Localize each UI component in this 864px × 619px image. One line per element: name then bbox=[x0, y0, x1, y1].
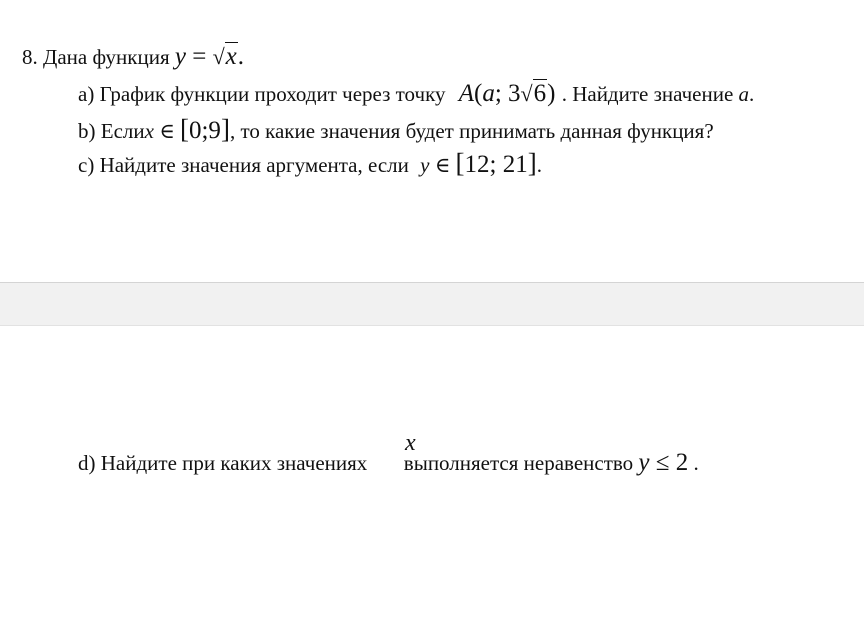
point-formula bbox=[459, 80, 562, 107]
point-open: ( bbox=[474, 80, 483, 107]
part-b-tail: , то какие значения будет принимать данная функция? bbox=[229, 119, 714, 143]
part-c-end: . bbox=[536, 153, 542, 177]
ineq-rest: ≤ 2 bbox=[649, 449, 689, 476]
point-close: ) bbox=[547, 80, 556, 107]
part-d-label: d) Найдите при каких значениях bbox=[78, 451, 368, 475]
problem-header bbox=[22, 44, 244, 69]
intro-text: Дана функция bbox=[43, 45, 170, 69]
point-sep: ; 3 bbox=[494, 80, 521, 107]
part-d bbox=[78, 450, 699, 475]
part-c-in: ∈ bbox=[429, 153, 456, 177]
part-b-open: [ bbox=[179, 114, 189, 144]
part-c-close: ] bbox=[527, 148, 537, 178]
function-formula bbox=[175, 43, 244, 70]
part-c bbox=[78, 150, 542, 177]
function-eq: = bbox=[185, 43, 213, 70]
part-b-interval: 0;9 bbox=[188, 117, 221, 144]
point-name: A bbox=[458, 80, 475, 107]
part-d-end: . bbox=[693, 451, 699, 475]
part-b-in: ∈ bbox=[153, 119, 180, 143]
part-c-interval: 12; 21 bbox=[464, 151, 528, 178]
part-b bbox=[78, 116, 714, 143]
radicand: x bbox=[225, 43, 237, 70]
point-a: a bbox=[482, 80, 495, 107]
part-c-var: y bbox=[420, 153, 430, 177]
part-b-close: ] bbox=[220, 114, 230, 144]
inequality bbox=[638, 449, 688, 476]
part-b-label: b) Если bbox=[78, 119, 145, 143]
point-radicand: 6 bbox=[533, 80, 547, 107]
point-sqrt: √6 bbox=[520, 80, 547, 107]
intro-end: . bbox=[237, 43, 245, 70]
part-c-open: [ bbox=[455, 148, 465, 178]
function-lhs: y bbox=[174, 43, 186, 70]
part-b-var: x bbox=[144, 119, 154, 143]
part-a bbox=[78, 81, 754, 106]
part-d-middle: выполняется неравенство bbox=[403, 451, 634, 475]
sqrt-sign: √x bbox=[212, 43, 237, 70]
part-d-var: x bbox=[405, 430, 416, 456]
part-a-var: a bbox=[738, 82, 750, 106]
ineq-var: y bbox=[638, 449, 650, 476]
page-divider bbox=[0, 282, 864, 326]
part-a-end: . bbox=[749, 82, 755, 106]
problem-number: 8. bbox=[22, 45, 38, 69]
part-a-label: a) График функции проходит через точку bbox=[78, 82, 446, 106]
part-a-tail: . Найдите значение bbox=[561, 82, 734, 106]
part-c-label: c) Найдите значения аргумента, если bbox=[78, 153, 409, 177]
